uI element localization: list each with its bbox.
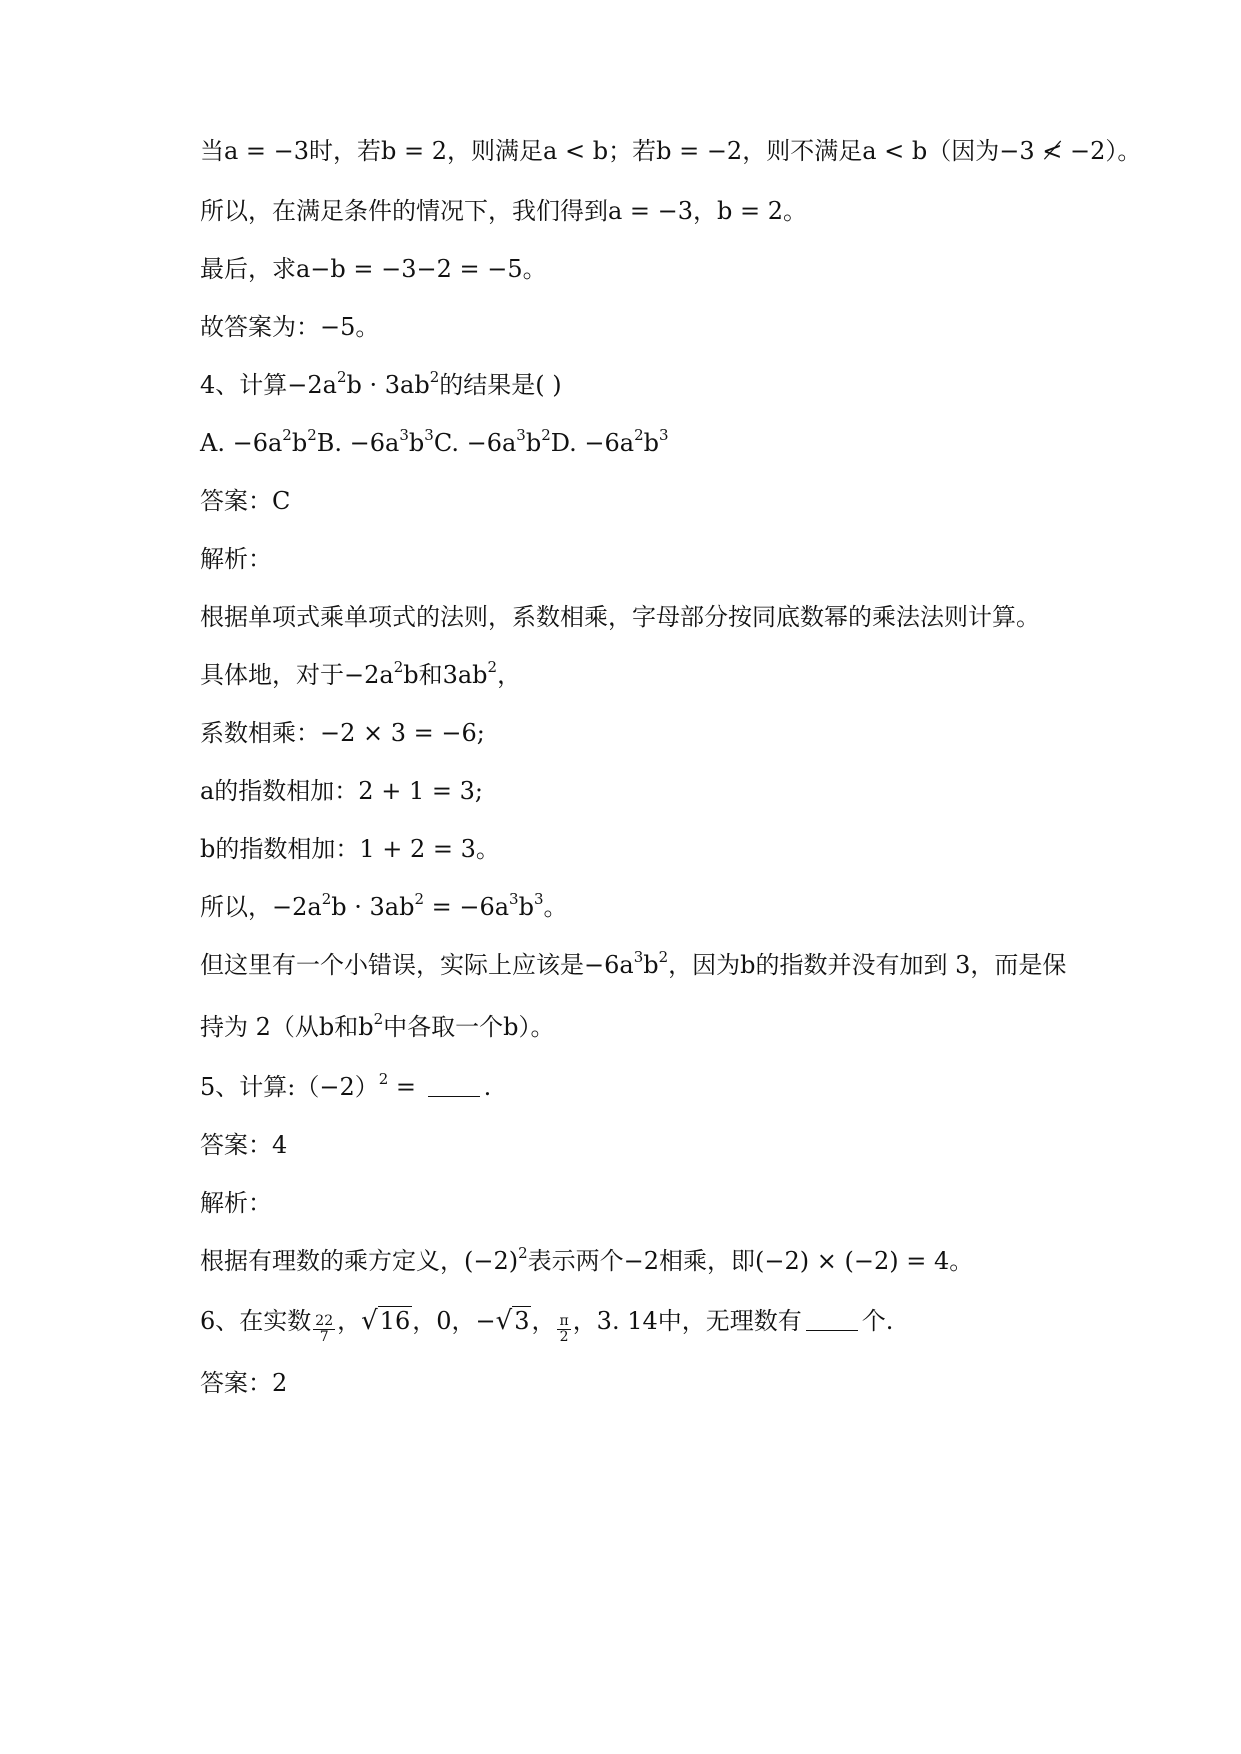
answer-blank <box>806 1310 858 1331</box>
text-line: 但这里有一个小错误，实际上应该是$-6a^3b^2$，因为b的指数并没有加到 3，而是保 <box>200 948 1067 979</box>
text-line: 根据有理数的乘方定义，$(-2)^2$表示两个−2相乘，即(−2) × (−2) = 4。 <box>200 1244 974 1275</box>
question-4-options <box>200 428 669 458</box>
sqrt-16: √16 <box>361 1306 411 1336</box>
question-5: 5、计算$:(-2)^2$ = . <box>200 1070 492 1101</box>
text-line: 当a = −3时，若b = 2，则满足a < b；若b = −2，则不满足a < b（因为−3 ≮ −2）。 <box>200 137 1142 165</box>
answer-blank <box>428 1076 480 1097</box>
question-6: 6、在实数 $\frac{22}{7}$ ，√16，0，−√3， $\frac{\pi}{2}$ ，3. 14中，无理数有 个. <box>200 1306 894 1345</box>
option-a: A. $-6a^2b^2$ <box>200 426 317 457</box>
text-line: 所以，在满足条件的情况下，我们得到a = −3，b = 2。 <box>200 197 808 225</box>
option-b: B. $-6a^3b^3$ <box>316 426 434 457</box>
option-d: D. $-6a^2b^3$ <box>550 426 669 457</box>
text-line: 系数相乘：−2 × 3 = −6; <box>200 719 485 747</box>
text-line: 最后，求a−b = −3−2 = −5。 <box>200 255 547 283</box>
text-line: a的指数相加：2 + 1 = 3; <box>200 777 483 805</box>
fraction-22-7: $\frac{22}{7}$ <box>315 1313 334 1345</box>
analysis-label-4: 解析： <box>200 545 272 573</box>
option-c: C. $-6a^3b^2$ <box>433 426 551 457</box>
text-line: b的指数相加：1 + 2 = 3。 <box>200 835 500 863</box>
answer-6: 答案：2 <box>200 1369 288 1397</box>
text-line: 具体地，对于$-2a^2b$和$3ab^2$， <box>200 658 522 689</box>
text-line: 所以，$-2a^2b \cdot 3ab^2 = -6a^3b^3$。 <box>200 890 568 921</box>
text-line: 根据单项式乘单项式的法则，系数相乘，字母部分按同底数幂的乘法法则计算。 <box>200 603 1040 631</box>
fraction-pi-2: $\frac{\pi}{2}$ <box>559 1313 569 1345</box>
analysis-label-5: 解析： <box>200 1189 272 1217</box>
text-line: 故答案为：−5。 <box>200 313 380 341</box>
answer-5: 答案：4 <box>200 1131 288 1159</box>
answer-4: 答案：C <box>200 487 291 515</box>
text-line: 持为 2（从b和$b^2$中各取一个b）。 <box>200 1010 555 1041</box>
sqrt-3: √3 <box>495 1306 530 1336</box>
question-4: 4、计算$-2a^2b \cdot 3ab^2$的结果是( ) <box>200 368 562 399</box>
